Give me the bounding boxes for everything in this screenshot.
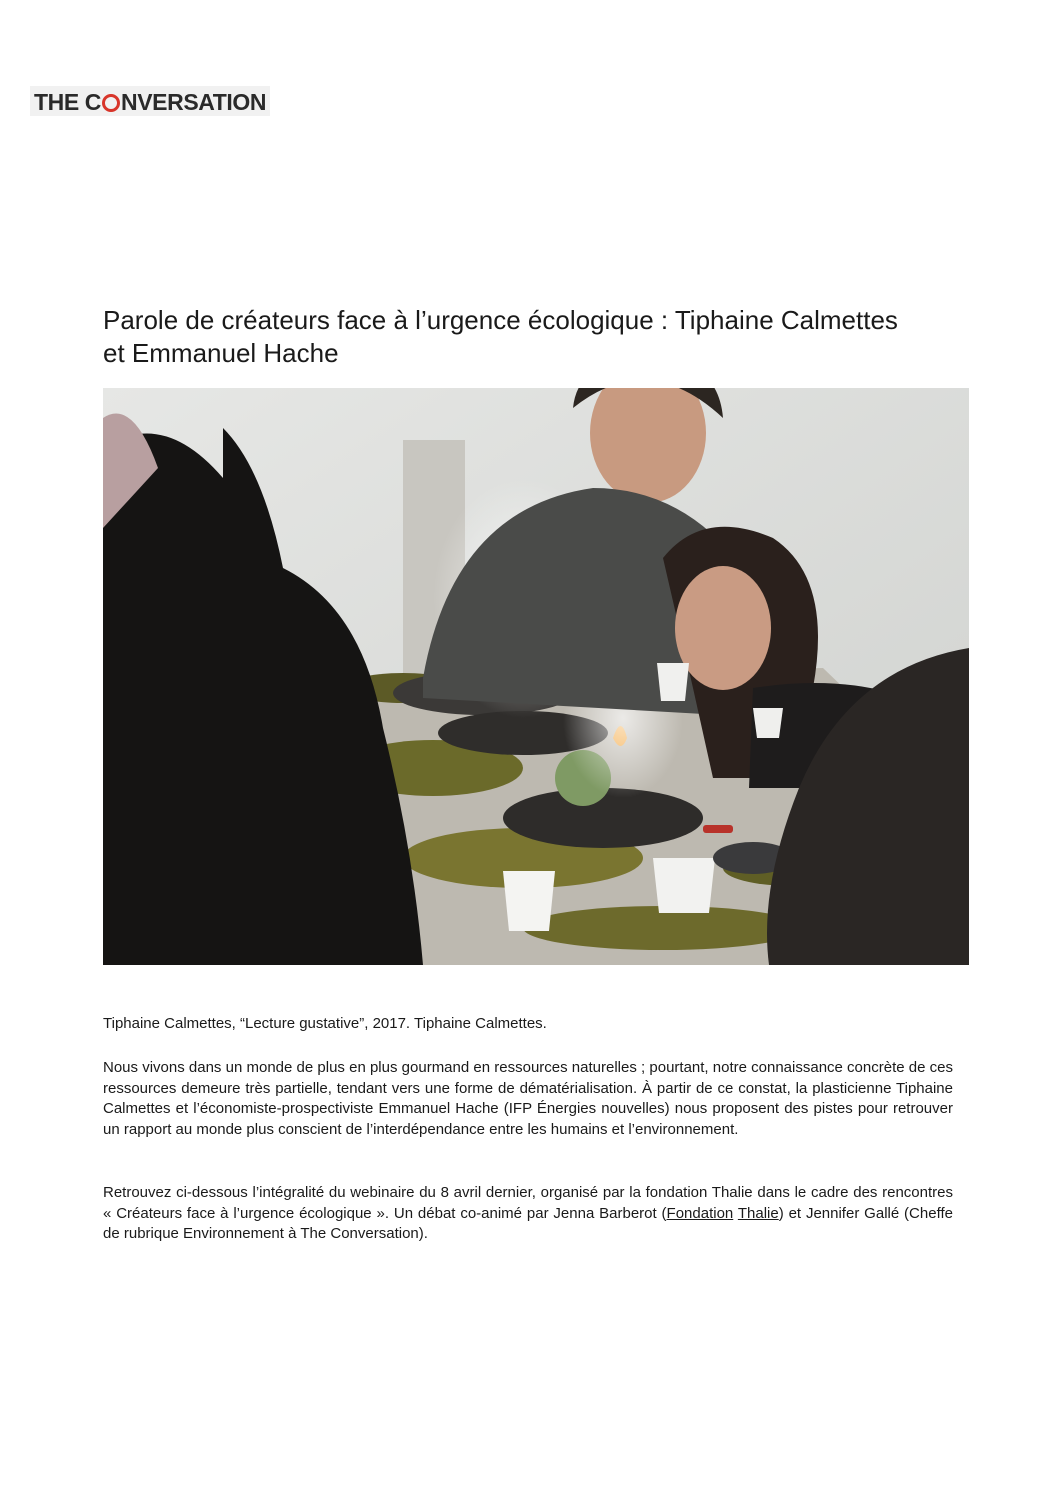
photo-caption: Tiphaine Calmettes, “Lecture gustative”, 2017. Tiphaine Calmettes. (103, 1015, 547, 1032)
site-logo[interactable] (30, 86, 270, 116)
article-title: Parole de créateurs face à l’urgence écologique : Tiphaine Calmettes et Emmanuel Hache (103, 305, 898, 368)
logo-text-part1: THE C (34, 88, 102, 115)
logo-o-ring-icon (102, 94, 120, 112)
article-photo (103, 388, 969, 965)
link-fondation[interactable]: Fondation (666, 1204, 734, 1222)
article-paragraph-1: Nous vivons dans un monde de plus en plus gourmand en ressources naturelles ; pourtant, notre connaissance concrète de ces ressources demeure très partielle, tendant vers une forme de dématérialisation. À partir de ce constat, la plasticienne Tiphaine Calmettes et l’économiste-prospectiviste Emmanuel Hache (IFP Énergies nouvelles) nous proposent des pistes pour retrouver un rapport au monde plus conscient de l’interdépendance entre les humains et l’environnement. (103, 1059, 953, 1138)
article-paragraph-2 (103, 1183, 953, 1245)
paragraph-2-text-after: ) et Jennifer Gallé (Cheffe de rubrique Environnement à The Conversation). (103, 1204, 953, 1242)
link-thalie[interactable]: Thalie (737, 1204, 779, 1222)
paragraph-2-text-before: Retrouvez ci-dessous l’intégralité du webinaire du 8 avril dernier, organisé par la fondation Thalie dans le cadre des rencontres « Créateurs face à l’urgence écologique ». Un débat co-animé par Jenna Barberot ( (103, 1184, 953, 1222)
logo-text-part2: NVERSATION (121, 88, 267, 115)
logo-text (34, 89, 266, 116)
photo-illustration (103, 388, 969, 965)
